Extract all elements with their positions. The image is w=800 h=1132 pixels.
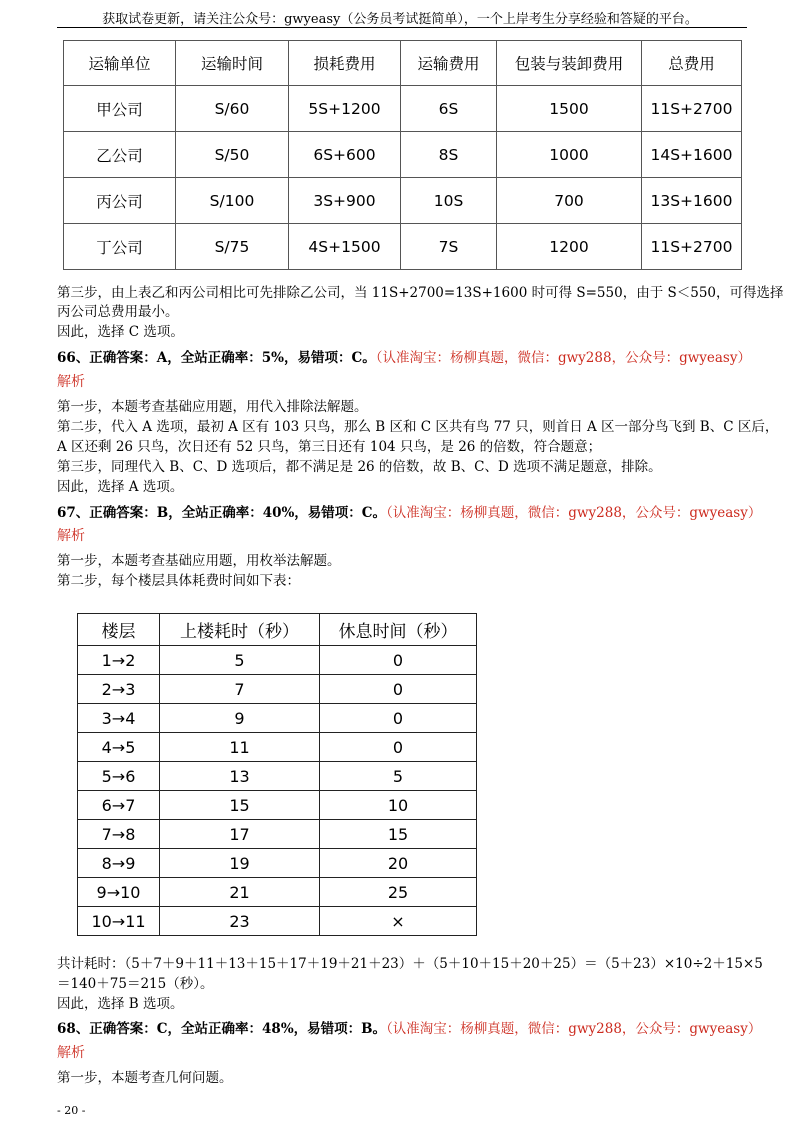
table-header-cell: 上楼耗时（秒） <box>160 614 320 646</box>
table-row <box>78 675 477 704</box>
table-header-cell: 损耗费用 <box>289 41 401 86</box>
table-cell: 0 <box>320 646 477 675</box>
table-cell: 1200 <box>497 224 642 270</box>
table-cell: 20 <box>320 849 477 878</box>
table-cell: 5 <box>160 646 320 675</box>
table-cell: 10→11 <box>78 907 160 936</box>
table-cell: S/60 <box>176 86 289 132</box>
q67-promo: （认准淘宝：杨柳真题，微信：gwy288，公众号：gwyeasy） <box>386 505 762 521</box>
table-cell: 15 <box>160 791 320 820</box>
table-cell: 10S <box>401 178 497 224</box>
table-row <box>64 178 742 224</box>
q65-step3-line2: 丙公司总费用最小。 <box>57 304 179 320</box>
table-cell: 15 <box>320 820 477 849</box>
table-cell: 2→3 <box>78 675 160 704</box>
q67-jiexi-heading: 解析 <box>57 528 85 544</box>
table-cell: 0 <box>320 675 477 704</box>
table-cell: 7→8 <box>78 820 160 849</box>
table-cell: 6S+600 <box>289 132 401 178</box>
table-row <box>64 86 742 132</box>
table-cell: 5 <box>320 762 477 791</box>
table-cell: 11S+2700 <box>642 224 742 270</box>
table-cell: 3S+900 <box>289 178 401 224</box>
table-cell: 14S+1600 <box>642 132 742 178</box>
q68-answer-line <box>57 1020 761 1039</box>
table-cell: 25 <box>320 878 477 907</box>
table-row <box>78 646 477 675</box>
table-cell: 11 <box>160 733 320 762</box>
table-cell: 23 <box>160 907 320 936</box>
q68-step1: 第一步，本题考查几何问题。 <box>57 1070 233 1086</box>
q68-jiexi-heading: 解析 <box>57 1045 85 1061</box>
table-row <box>78 791 477 820</box>
table-cell: 19 <box>160 849 320 878</box>
table-header-cell: 包装与装卸费用 <box>497 41 642 86</box>
table-cell: 13 <box>160 762 320 791</box>
q68-promo: （认准淘宝：杨柳真题，微信：gwy288，公众号：gwyeasy） <box>386 1021 762 1037</box>
table-cell: 6→7 <box>78 791 160 820</box>
table-header-cell: 总费用 <box>642 41 742 86</box>
q68-answer: 68、正确答案：C，全站正确率：48%，易错项：B。 <box>57 1021 387 1037</box>
table-cell: 7 <box>160 675 320 704</box>
q67-total-line2: ＝140＋75＝215（秒）。 <box>57 976 214 992</box>
table-cell: 4→5 <box>78 733 160 762</box>
table-cell: S/100 <box>176 178 289 224</box>
table-row <box>78 849 477 878</box>
table-cell: 8→9 <box>78 849 160 878</box>
table-cell: 1→2 <box>78 646 160 675</box>
table-cell: 乙公司 <box>64 132 176 178</box>
q66-step3: 第三步，同理代入 B、C、D 选项后，都不满足是 26 的倍数，故 B、C、D 选项不满足题意，排除。 <box>57 459 662 475</box>
header-rule <box>57 27 747 28</box>
q66-step1: 第一步，本题考查基础应用题，用代入排除法解题。 <box>57 399 368 415</box>
q66-promo: （认准淘宝：杨柳真题，微信：gwy288，公众号：gwyeasy） <box>375 350 751 366</box>
table-cell: 8S <box>401 132 497 178</box>
table-header-row <box>64 41 742 86</box>
table-cell: 5S+1200 <box>289 86 401 132</box>
table-row <box>78 704 477 733</box>
q66-conclusion: 因此，选择 A 选项。 <box>57 479 184 495</box>
q66-step2-line1: 第二步，代入 A 选项，最初 A 区有 103 只鸟，那么 B 区和 C 区共有鸟 77 只，则首日 A 区一部分鸟飞到 B、C 区后， <box>57 419 779 435</box>
table-header-cell: 楼层 <box>78 614 160 646</box>
table-cell: 甲公司 <box>64 86 176 132</box>
transport-cost-table <box>63 40 742 270</box>
table-header-cell: 运输单位 <box>64 41 176 86</box>
table-cell: 6S <box>401 86 497 132</box>
table-cell: 9 <box>160 704 320 733</box>
q67-answer-line <box>57 504 761 523</box>
table-cell: 700 <box>497 178 642 224</box>
table-row <box>78 820 477 849</box>
q67-step2: 第二步，每个楼层具体耗费时间如下表： <box>57 573 300 589</box>
table-cell: 0 <box>320 733 477 762</box>
table-cell: 4S+1500 <box>289 224 401 270</box>
q66-answer-line <box>57 349 751 368</box>
q66-jiexi-heading: 解析 <box>57 374 85 390</box>
q66-answer: 66、正确答案：A，全站正确率：5%，易错项：C。 <box>57 350 376 366</box>
table-header-cell: 休息时间（秒） <box>320 614 477 646</box>
q67-total-line1: 共计耗时：（5＋7＋9＋11＋13＋15＋17＋19＋21＋23）＋（5＋10＋15＋20＋25）＝（5＋23）×10÷2＋15×5 <box>57 956 763 972</box>
table-cell: 13S+1600 <box>642 178 742 224</box>
q67-step1: 第一步，本题考查基础应用题，用枚举法解题。 <box>57 553 341 569</box>
table-cell: 5→6 <box>78 762 160 791</box>
table-row <box>78 907 477 936</box>
q66-step2-line2: A 区还剩 26 只鸟，次日还有 52 只鸟，第三日还有 104 只鸟，是 26 的倍数，符合题意； <box>57 439 602 455</box>
q65-step3-line1: 第三步，由上表乙和丙公司相比可先排除乙公司，当 11S+2700=13S+1600 时可得 S=550，由于 S＜550，可得选择 <box>57 285 784 301</box>
table-row <box>78 762 477 791</box>
table-cell: 10 <box>320 791 477 820</box>
table-header-cell: 运输费用 <box>401 41 497 86</box>
table-cell: S/50 <box>176 132 289 178</box>
table-cell: 9→10 <box>78 878 160 907</box>
page-number: - 20 - <box>57 1104 86 1117</box>
table-row <box>78 878 477 907</box>
table-cell: 7S <box>401 224 497 270</box>
table-cell: 11S+2700 <box>642 86 742 132</box>
table-cell: 丙公司 <box>64 178 176 224</box>
table-cell: 0 <box>320 704 477 733</box>
table-cell: 21 <box>160 878 320 907</box>
table-header-cell: 运输时间 <box>176 41 289 86</box>
table-cell: S/75 <box>176 224 289 270</box>
table-cell: 丁公司 <box>64 224 176 270</box>
floor-time-table <box>77 613 477 936</box>
table-cell: × <box>320 907 477 936</box>
table-row <box>78 733 477 762</box>
table-cell: 1500 <box>497 86 642 132</box>
table-cell: 1000 <box>497 132 642 178</box>
q65-conclusion: 因此，选择 C 选项。 <box>57 324 184 340</box>
table-cell: 3→4 <box>78 704 160 733</box>
q67-answer: 67、正确答案：B，全站正确率：40%，易错项：C。 <box>57 505 387 521</box>
table-header-row <box>78 614 477 646</box>
table-cell: 17 <box>160 820 320 849</box>
table-row <box>64 132 742 178</box>
page-header: 获取试卷更新，请关注公众号：gwyeasy（公务员考试挺简单），一个上岸考生分享经验和答疑的平台。 <box>102 12 698 27</box>
table-row <box>64 224 742 270</box>
q67-conclusion: 因此，选择 B 选项。 <box>57 996 184 1012</box>
